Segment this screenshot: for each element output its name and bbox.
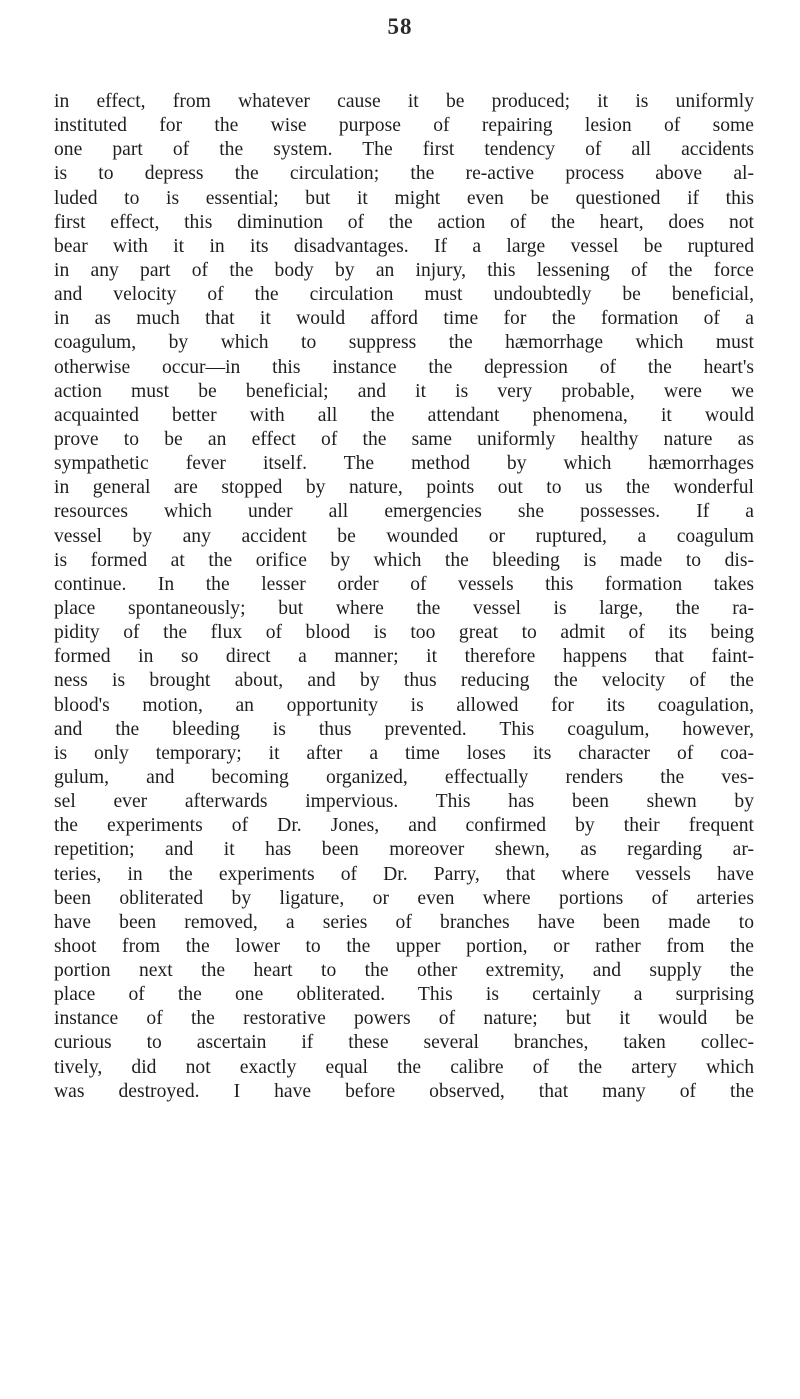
text-line: instance of the restorative powers of nature; but it would be (54, 1008, 754, 1030)
text-line: repetition; and it has been moreover shewn, as regarding ar- (54, 839, 754, 861)
text-line: first effect, this diminution of the action of the heart, does not (54, 211, 754, 233)
text-line: action must be beneficial; and it is very probable, were we (54, 380, 754, 402)
text-line: gulum, and becoming organized, effectually renders the ves- (54, 766, 754, 788)
text-line: is to depress the circulation; the re-active process above al- (54, 163, 754, 185)
text-line: and the bleeding is thus prevented. This coagulum, however, (54, 718, 754, 740)
text-line: bear with it in its disadvantages. If a large vessel be ruptured (54, 235, 754, 257)
text-line: is formed at the orifice by which the bleeding is made to dis- (54, 549, 754, 571)
body-text (54, 90, 754, 1104)
text-line: resources which under all emergencies she possesses. If a (54, 501, 754, 523)
text-line: shoot from the lower to the upper portion, or rather from the (54, 935, 754, 957)
page-number: 58 (387, 14, 413, 39)
text-line: have been removed, a series of branches have been made to (54, 911, 754, 933)
text-line: was destroyed. I have before observed, that many of the (54, 1080, 754, 1102)
text-line: is only temporary; it after a time loses its character of coa- (54, 742, 754, 764)
text-line: teries, in the experiments of Dr. Parry, that where vessels have (54, 863, 754, 885)
text-line: otherwise occur—in this instance the depression of the heart's (54, 356, 754, 378)
text-line: instituted for the wise purpose of repairing lesion of some (54, 115, 754, 137)
text-line: place of the one obliterated. This is certainly a surprising (54, 984, 754, 1006)
text-line: vessel by any accident be wounded or ruptured, a coagulum (54, 525, 754, 547)
text-line: place spontaneously; but where the vessel is large, the ra- (54, 597, 754, 619)
text-line: in as much that it would afford time for the formation of a (54, 308, 754, 330)
text-line: the experiments of Dr. Jones, and confirmed by their frequent (54, 815, 754, 837)
text-line: tively, did not exactly equal the calibre of the artery which (54, 1056, 754, 1078)
text-line: acquainted better with all the attendant phenomena, it would (54, 404, 754, 426)
text-line: blood's motion, an opportunity is allowed for its coagulation, (54, 694, 754, 716)
text-line: in effect, from whatever cause it be produced; it is uniformly (54, 91, 754, 112)
text-line: ness is brought about, and by thus reducing the velocity of the (54, 670, 754, 692)
text-line: continue. In the lesser order of vessels this formation takes (54, 573, 754, 595)
text-line: in any part of the body by an injury, this lessening of the force (54, 259, 754, 281)
text-line: and velocity of the circulation must undoubtedly be beneficial, (54, 284, 754, 306)
text-line: one part of the system. The first tendency of all accidents (54, 139, 754, 161)
text-line: luded to is essential; but it might even be questioned if this (54, 187, 754, 209)
text-line: formed in so direct a manner; it therefore happens that faint- (54, 646, 754, 668)
text-line: in general are stopped by nature, points out to us the wonderful (54, 477, 754, 499)
text-line: sympathetic fever itself. The method by which hæmorrhages (54, 453, 754, 475)
text-line: coagulum, by which to suppress the hæmorrhage which must (54, 332, 754, 354)
text-line: been obliterated by ligature, or even where portions of arteries (54, 887, 754, 909)
text-line: pidity of the flux of blood is too great to admit of its being (54, 622, 754, 644)
text-line: prove to be an effect of the same uniformly healthy nature as (54, 428, 754, 450)
text-line: sel ever afterwards impervious. This has been shewn by (54, 791, 754, 813)
text-line: curious to ascertain if these several branches, taken collec- (54, 1032, 754, 1054)
text-line: portion next the heart to the other extremity, and supply the (54, 960, 754, 982)
